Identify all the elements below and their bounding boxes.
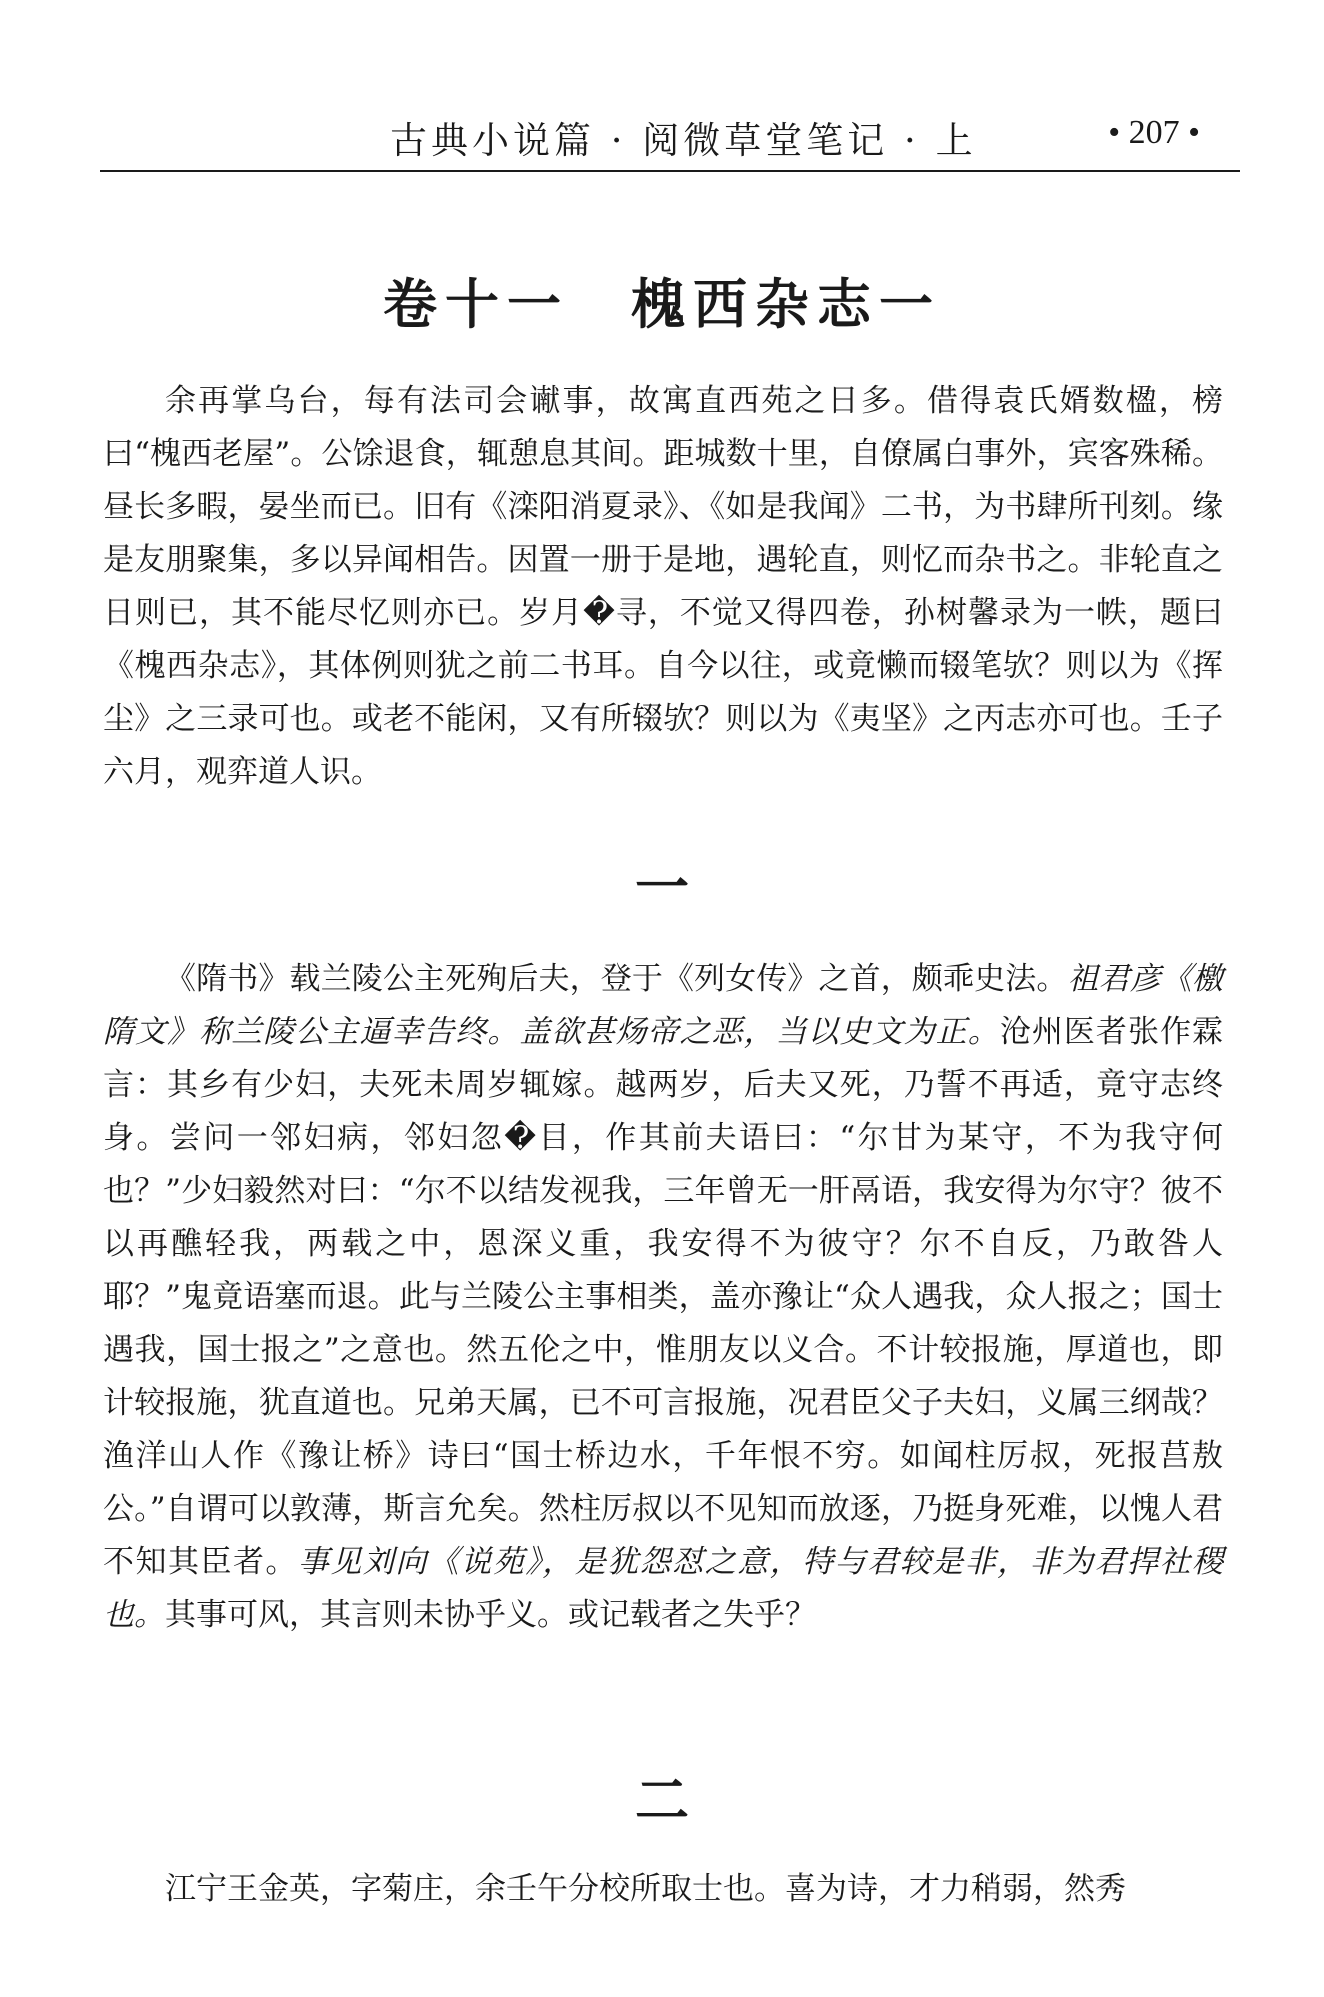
running-title: 古典小说篇 · 阅微草堂笔记 · 上 [390,119,977,162]
section-1-source-note: 事见刘向《说苑》，是犹怨怼之意，特与君较是非，非为君捍社稷也。 [103,1544,1224,1633]
section-1-text-a: 《隋书》载兰陵公主死殉后夫，登于《列女传》之首，颇乖史法。 [165,961,1068,997]
running-header [100,108,1240,172]
chapter-title: 卷十一 槐西杂志一 [383,273,941,336]
section-1-text-e: 其事可风，其言则未协乎义。或记载者之失乎？ [165,1597,816,1633]
section-1-annotation: 祖君彦《檄隋文》称兰陵公主逼幸告终。盖欲甚炀帝之恶，当以史文为正。 [103,961,1224,1050]
section-2-paragraph: 江宁王金英，字菊庄，余壬午分校所取士也。喜为诗，才力稍弱，然秀 [165,1871,1126,1907]
page-number: • 207 • [1108,114,1200,151]
preface-paragraph: 余再掌乌台，每有法司会谳事，故寓直西苑之日多。借得袁氏婿数楹，榜曰“槐西老屋”。公馀退食，辄憩息其间。距城数十里，自僚属白事外，宾客殊稀。昼长多暇，晏坐而已。旧有《滦阳消夏录》、《如是我闻》二书，为书肆所刊刻。缘是友朋聚集，多以异闻相告。因置一册于是地，遇轮直，则忆而杂书之。非轮直之日则已，其不能尽忆则亦已。岁月�寻，不觉又得四卷，孙树馨录为一帙，题曰《槐西杂志》，其体例则犹之前二书耳。自今以往，或竟懒而辍笔欤？则以为《挥尘》之三录可也。或老不能闲，又有所辍欤？则以为《夷坚》之丙志亦可也。壬子六月，观弈道人识。 [103,383,1223,790]
section-heading-2: 二 [635,1769,689,1832]
section-heading-1: 一 [635,856,689,919]
section-1-text-c: 沧州医者张作霖言：其乡有少妇，夫死未周岁辄嫁。越两岁，后夫又死，乃誓不再适，竟守志终身。尝问一邻妇病，邻妇忽�目，作其前夫语曰：“尔甘为某守，不为我守何也？”少妇毅然对曰：“尔不以结发视我，三年曾无一肝鬲语，我安得为尔守？彼不以再醮轻我，两载之中，恩深义重，我安得不为彼守？尔不自反，乃敢咎人耶？”鬼竟语塞而退。此与兰陵公主事相类，盖亦豫让“众人遇我，众人报之；国士遇我，国士报之”之意也。然五伦之中，惟朋友以义合。不计较报施，厚道也，即计较报施，犹直道也。兄弟天属，已不可言报施，况君臣父子夫妇，义属三纲哉？渔洋山人作《豫让桥》诗曰“国士桥边水，千年恨不穷。如闻柱厉叔，死报莒敖公。”自谓可以敦薄，斯言允矣。然柱厉叔以不见知而放逐，乃挺身死难，以愧人君不知其臣者。 [103,1014,1224,1580]
section-1-paragraph [103,953,1223,1642]
